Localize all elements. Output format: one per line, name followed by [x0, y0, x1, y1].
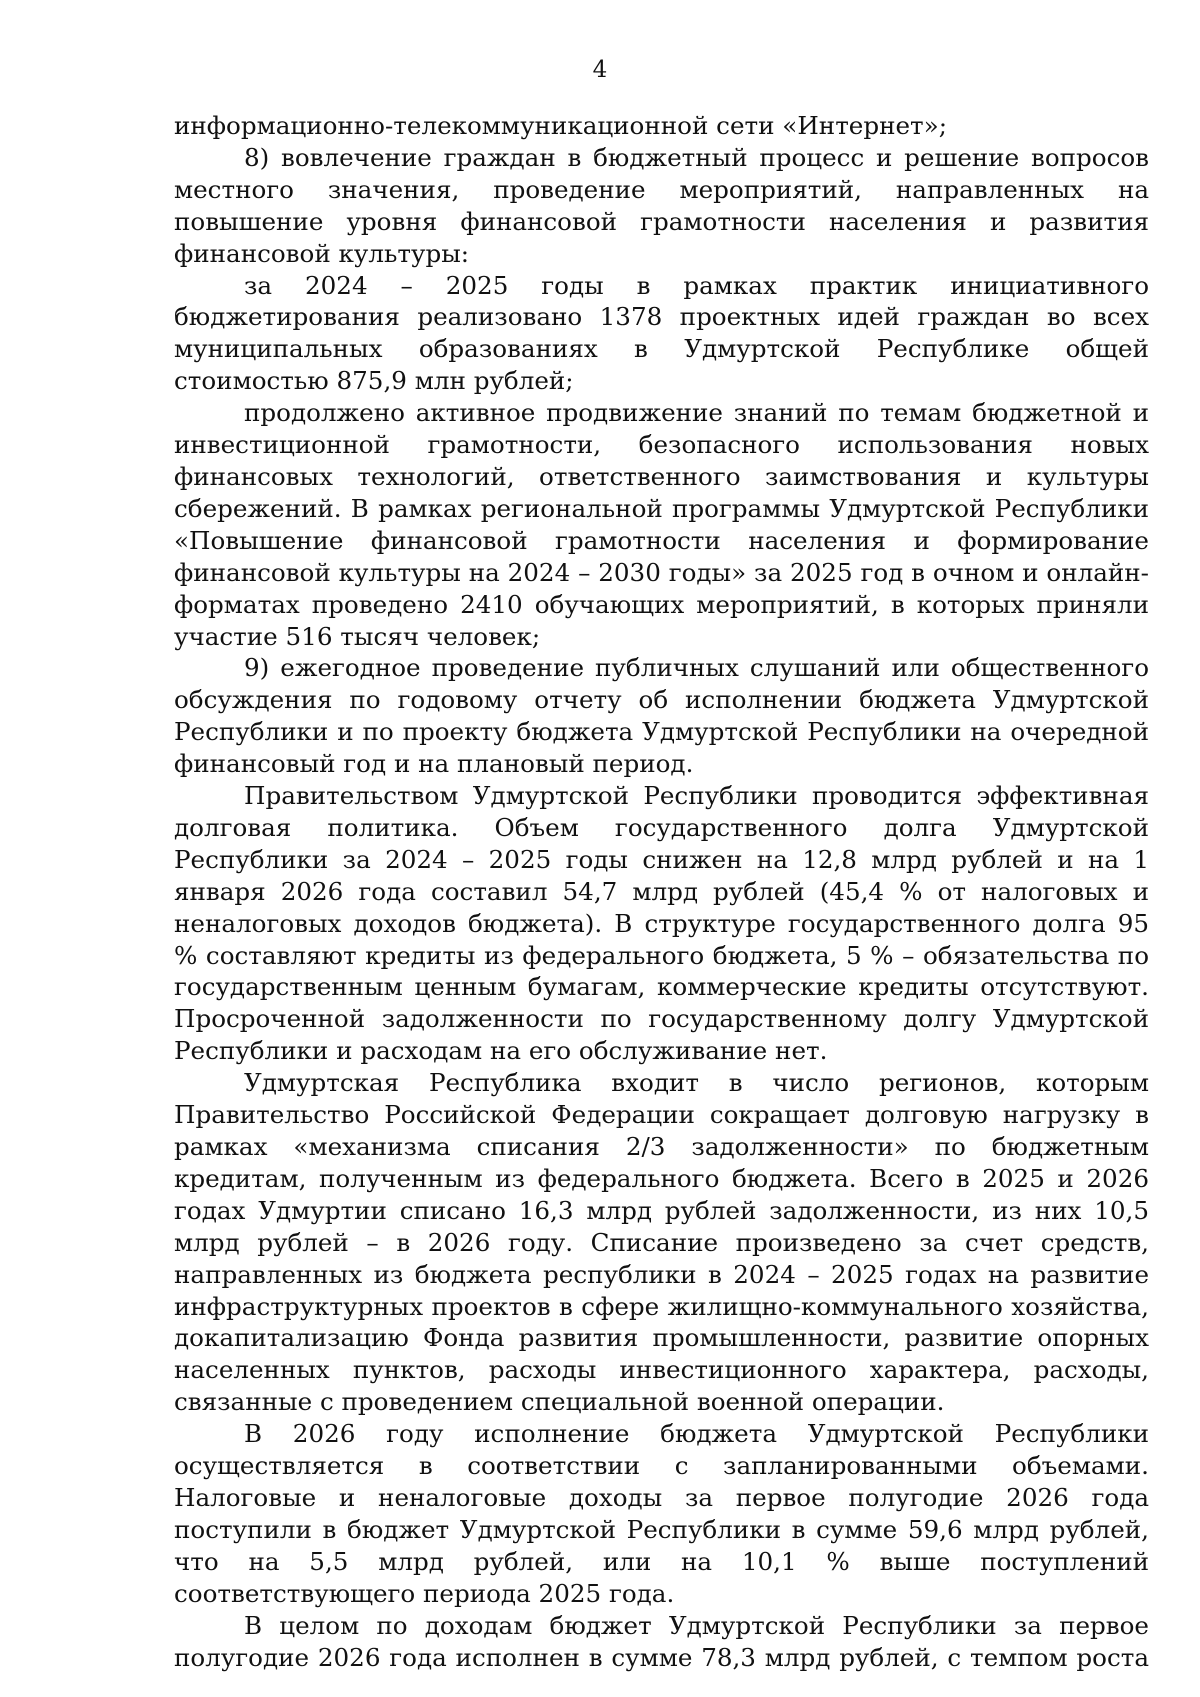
paragraph-0: информационно-телекоммуникационной сети «Интернет»; — [174, 111, 947, 140]
page-number: 4 — [592, 57, 608, 83]
paragraph-3: продолжено активное продвижение знаний по темам бюджетной и инвестиционной грамотности, безопасного использования новых финансовых технологий, ответственного заимствования и культуры сбережений. В рамках региональной программы Удмуртской Республики «Повышение финансовой грамотности населения и формирование финансовой культуры на 2024 – 2030 годы» за 2025 год в очном и онлайн-форматах проведено 2410 обучающих мероприятий, в которых приняли участие 516 тысяч человек; — [174, 398, 1149, 651]
paragraph-4: 9) ежегодное проведение публичных слушаний или общественного обсуждения по годовому отчету об исполнении бюджета Удмуртской Республики и по проекту бюджета Удмуртской Республики на очередной финансовый год и на плановый период. — [174, 653, 1149, 779]
paragraph-2: за 2024 – 2025 годы в рамках практик инициативного бюджетирования реализовано 1378 проектных идей граждан во всех муниципальных образованиях в Удмуртской Республике общей стоимостью 875,9 млн рублей; — [174, 270, 1149, 396]
paragraph-6: Удмуртская Республика входит в число регионов, которым Правительство Российской Федерации сокращает долговую нагрузку в рамках «механизма списания 2/3 задолженности» по бюджетным кредитам, полученным из федерального бюджета. Всего в 2025 и 2026 годах Удмуртии списано 16,3 млрд рублей задолженности, из них 10,5 млрд рублей – в 2026 году. Списание произведено за счет средств, направленных из бюджета республики в 2024 – 2025 годах на развитие инфраструктурных проектов в сфере жилищно-коммунального хозяйства, докапитализацию Фонда развития промышленности, развитие опорных населенных пунктов, расходы инвестиционного характера, расходы, связанные с проведением специальной военной операции. — [174, 1068, 1149, 1417]
paragraph-5: Правительством Удмуртской Республики проводится эффективная долговая политика. Объем государственного долга Удмуртской Республики за 2024 – 2025 годы снижен на 12,8 млрд рублей и на 1 января 2026 года составил 54,7 млрд рублей (45,4 % от налоговых и неналоговых доходов бюджета). В структуре государственного долга 95 % составляют кредиты из федерального бюджета, 5 % – обязательства по государственным ценным бумагам, коммерческие кредиты отсутствуют. Просроченной задолженности по государственному долгу Удмуртской Республики и расходам на его обслуживание нет. — [174, 781, 1149, 1066]
paragraph-7: В 2026 году исполнение бюджета Удмуртской Республики осуществляется в соответствии с запланированными объемами. Налоговые и неналоговые доходы за первое полугодие 2026 года поступили в бюджет Удмуртской Республики в сумме 59,6 млрд рублей, что на 5,5 млрд рублей, или на 10,1 % выше поступлений соответствующего периода 2025 года. — [174, 1419, 1149, 1608]
document-body — [174, 110, 1149, 1673]
paragraph-1: 8) вовлечение граждан в бюджетный процесс и решение вопросов местного значения, проведение мероприятий, направленных на повышение уровня финансовой грамотности населения и развития финансовой культуры: — [174, 142, 1149, 268]
paragraph-8: В целом по доходам бюджет Удмуртской Республики за первое полугодие 2026 года исполнен в сумме 78,3 млрд рублей, с темпом роста — [174, 1610, 1149, 1672]
